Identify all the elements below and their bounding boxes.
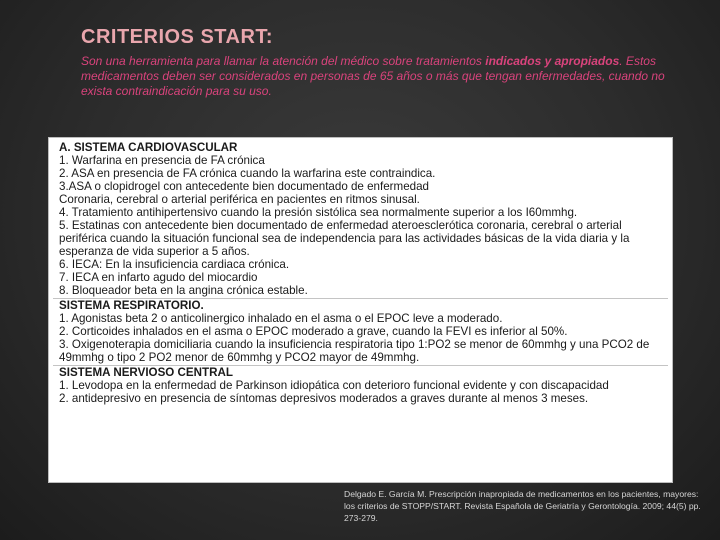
- criteria-item: 3.ASA o clopidrogel con antecedente bien documentado de enfermedad: [59, 180, 429, 193]
- subtitle-text-1: Son una herramienta para llamar la atención del médico sobre tratamientos: [81, 54, 486, 68]
- section-title: A. SISTEMA CARDIOVASCULAR: [59, 141, 238, 154]
- criteria-table: [48, 137, 673, 483]
- slide-subtitle: [81, 54, 681, 99]
- criteria-item: 2. Corticoides inhalados en el asma o EPOC moderado a grave, cuando la FEVI es inferior al 50%.: [59, 325, 568, 338]
- criteria-item: 5. Estatinas con antecedente bien documentado de enfermedad ateroesclerótica coronaria, cerebral o arterial periférica cuando la situación funcional sea de independencia para las actividades básicas de la vida diaria y la esperanza de vida superior a 5 años.: [59, 219, 630, 258]
- citation-text: Delgado E. García M. Prescripción inapropiada de medicamentos en los pacientes, mayores: los criterios de STOPP/START. Revista Española de Geriatría y Gerontología. 2009; 44(5) pp. 273-279.: [344, 489, 701, 523]
- criteria-item: 3. Oxigenoterapia domiciliaria cuando la insuficiencia respiratoria tipo 1:PO2 se menor de 60mmhg y una PCO2 de 49mmhg o tipo 2 PO2 menor de 60mmhg y PCO2 mayor de 49mmhg.: [59, 338, 650, 364]
- criteria-item: 1. Levodopa en la enfermedad de Parkinson idiopática con deterioro funcional evidente y con discapacidad: [59, 379, 609, 392]
- criteria-item: 4. Tratamiento antihipertensivo cuando la presión sistólica sea normalmente superior a los I60mmhg.: [59, 206, 578, 219]
- criteria-item: 7. IECA en infarto agudo del miocardio: [59, 271, 258, 284]
- criteria-item: 1. Agonistas beta 2 o anticolinergico inhalado en el asma o el EPOC leve a moderado.: [59, 312, 503, 325]
- criteria-item: 6. IECA: En la insuficiencia cardiaca crónica.: [59, 258, 290, 271]
- slide-title: CRITERIOS START:: [81, 26, 274, 48]
- section-title: SISTEMA NERVIOSO CENTRAL: [59, 366, 233, 379]
- section-cardiovascular: [53, 141, 668, 299]
- subtitle-bold: indicados y apropiados: [485, 54, 620, 68]
- slide-header: [81, 26, 681, 99]
- subtitle-text-2: . Estos medicamentos deben ser considerados en personas de 65 años o más que tengan enfermedades, cuando no exista contraindicación para su uso.: [81, 54, 665, 98]
- section-title: SISTEMA RESPIRATORIO.: [59, 299, 204, 312]
- criteria-item: 2. ASA en presencia de FA crónica cuando la warfarina este contraindica.: [59, 167, 436, 180]
- criteria-item: 8. Bloqueador beta en la angina crónica estable.: [59, 284, 308, 297]
- criteria-item: 2. antidepresivo en presencia de síntomas depresivos moderados a graves durante al menos 3 meses.: [59, 392, 589, 405]
- section-respiratory: [53, 299, 668, 366]
- criteria-item: Coronaria, cerebral o arterial periférica en pacientes en ritmos sinusal.: [59, 193, 420, 206]
- criteria-item: 1. Warfarina en presencia de FA crónica: [59, 154, 265, 167]
- section-nervous-system: [53, 366, 668, 406]
